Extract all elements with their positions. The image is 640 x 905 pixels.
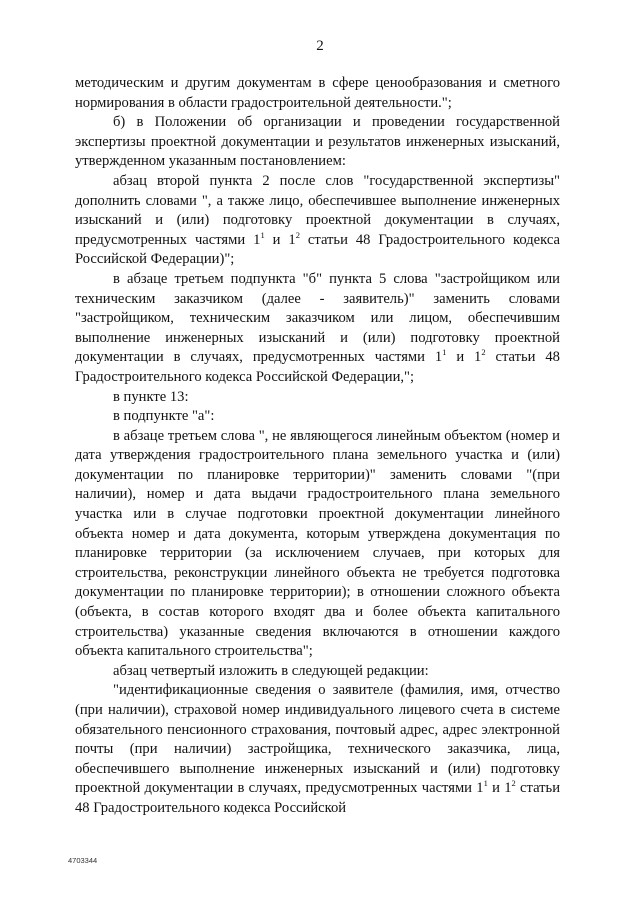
paragraph-1: методическим и другим документам в сфере ценообразования и сметного нормирования в области градостроительной деятельности."; [75,75,560,111]
paragraph-9: "идентификационные сведения о заявителе (фамилия, имя, отчество (при наличии), страховой номер индивидуального лицевого счета в системе обязательного пенсионного страхования, почтовый адрес, адрес электронной почты (при наличии) застройщика, технического заказчика, лица, обеспечившего выполнение инженерных изысканий и (или) подготовку проектной документации в случаях, предусмотренных частями $1^1$ и $1^2$ статьи 48 Градостроительного кодекса Российской [75,682,561,816]
paragraph-6: в подпункте "а": [113,408,215,425]
paragraph-4: в абзаце третьем подпункта "б" пункта 5 слова "застройщиком или техническим заказчиком (далее - заявитель)" заменить словами "застройщиком, техническим заказчиком или лицом, обеспечившим выполнение инженерных изысканий и (или) подготовку проектной документации в случаях, предусмотренных частями $1^1$ и $1^2$ статьи 48 Градостроительного кодекса Российской Федерации,"; [75,270,560,385]
page-number: 2 [316,38,324,54]
paragraph-7: в абзаце третьем слова ", не являющегося линейным объектом (номер и дата утверждения градостроительного плана земельного участка и (или) документации по планировке территории)" заменить словами "(при наличии), номер и дата выдачи градостроительного плана земельного участка или в случае подготовки проектной документации линейного объекта номер и дата документа, которым утверждена документация по планировке территории (за исключением случаев, при которых для строительства, реконструкции линейного объекта не требуется подготовка документации по планировке территории); в отношении сложного объекта (объекта, в состав которого входят два и более объекта капитального строительства) указанные сведения включаются в отношении каждого объекта капитального строительства"; [75,427,560,660]
document-body [75,74,560,819]
paragraph-5: в пункте 13: [113,388,189,405]
paragraph-8: абзац четвертый изложить в следующей редакции: [113,662,429,679]
paragraph-2: б) в Положении об организации и проведении государственной экспертизы проектной документации и результатов инженерных изысканий, утвержденном указанным постановлением: [75,114,560,170]
paragraph-3: абзац второй пункта 2 после слов "государственной экспертизы" дополнить словами ", а также лицо, обеспечившее выполнение инженерных изысканий и (или) подготовку проектной документации в случаях, предусмотренных частями $1^1$ и $1^2$ статьи 48 Градостроительного кодекса Российской Федерации)"; [75,172,560,268]
document-footer-code: 4703344 [68,856,98,865]
